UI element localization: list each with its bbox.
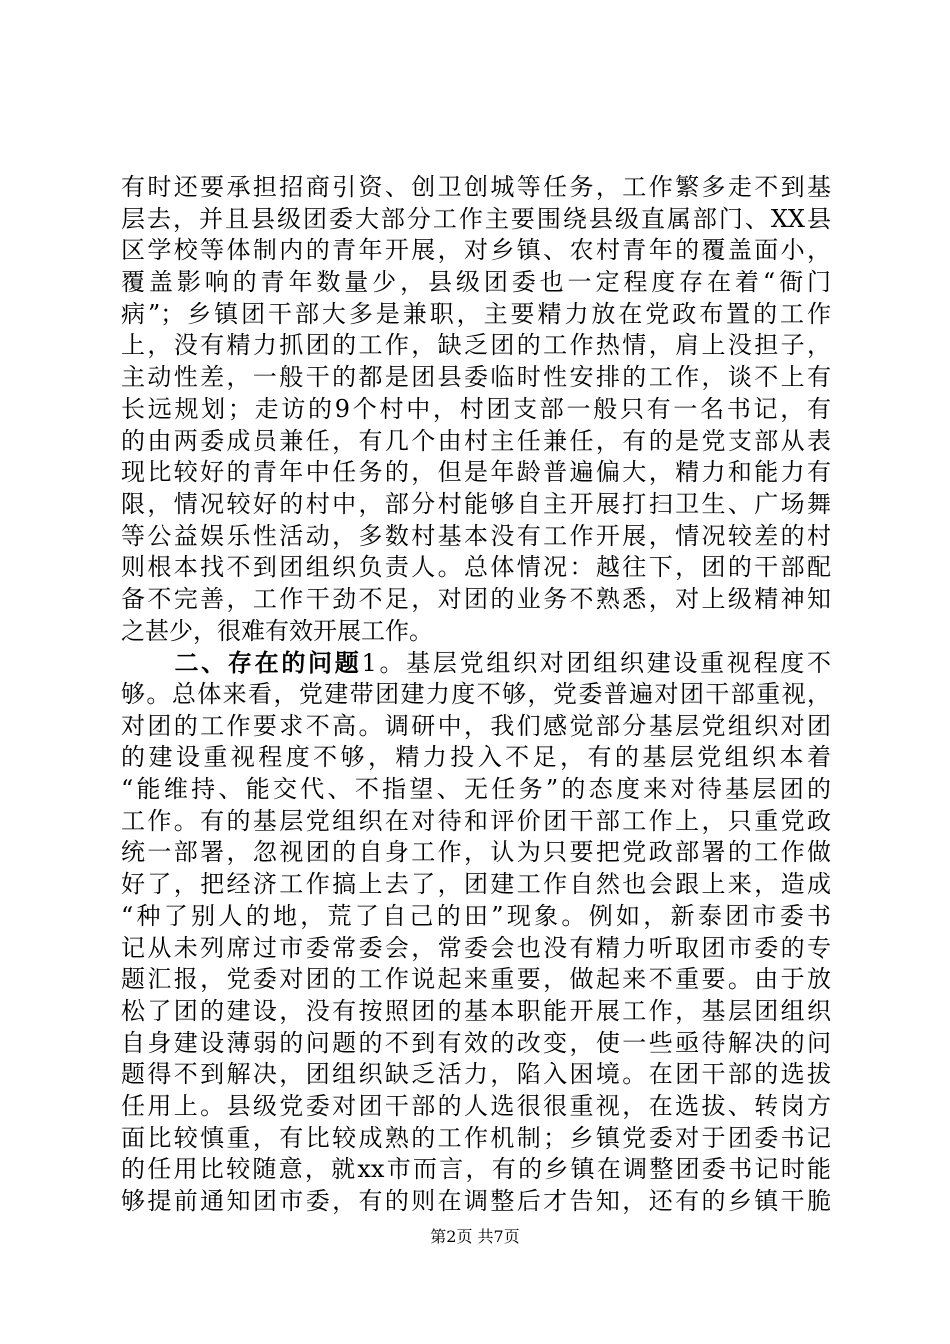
section-heading: 二、存在的问题: [174, 648, 362, 678]
paragraph-line: 题得不到解决，团组织缺乏活力，陷入困境。在团干部的选拔: [121, 1060, 831, 1089]
page-number: 第2页 共7页: [430, 1227, 520, 1246]
paragraph-line: 任用上。县级党委对团干部的人选很很重视，在选拔、转岗方: [121, 1091, 831, 1120]
paragraph-line: 则根本找不到团组织负责人。总体情况：越往下，团的干部配: [121, 553, 831, 582]
paragraph-line: 的由两委成员兼任，有几个由村主任兼任，有的是党支部从表: [121, 426, 831, 455]
paragraph-line: 病”；乡镇团干部大多是兼职，主要精力放在党政布置的工作: [121, 299, 831, 328]
paragraph-line: 松了团的建设，没有按照团的基本职能开展工作，基层团组织: [121, 996, 831, 1025]
paragraph-first-line: [121, 647, 831, 679]
paragraph-line: 题汇报，党委对团的工作说起来重要，做起来不重要。由于放: [121, 965, 831, 994]
paragraph-line: 自身建设薄弱的问题的不到有效的改变，使一些亟待解决的问: [121, 1028, 831, 1057]
document-body: [121, 172, 831, 1218]
paragraph-line: 工作。有的基层党组织在对待和评价团干部工作上，只重党政: [121, 806, 831, 835]
paragraph-line: 长远规划；走访的9个村中，村团支部一般只有一名书记，有: [121, 394, 831, 423]
paragraph-line: 等公益娱乐性活动，多数村基本没有工作开展，情况较差的村: [121, 521, 831, 550]
paragraph-line: 主动性差，一般干的都是团县委临时性安排的工作，谈不上有: [121, 363, 831, 392]
paragraph-line: 统一部署，忽视团的自身工作，认为只要把党政部署的工作做: [121, 838, 831, 867]
paragraph-line: 好了，把经济工作搞上去了，团建工作自然也会跟上来，造成: [121, 870, 831, 899]
paragraph-line: 之甚少，很难有效开展工作。: [121, 616, 433, 645]
paragraph-line: 对团的工作要求不高。调研中，我们感觉部分基层党组织对团: [121, 711, 831, 740]
paragraph-line: 面比较慎重，有比较成熟的工作机制；乡镇党委对于团委书记: [121, 1123, 831, 1152]
paragraph-line: 层去，并且县级团委大部分工作主要围绕县级直属部门、XX县: [121, 204, 831, 233]
paragraph-line: 现比较好的青年中任务的，但是年龄普遍偏大，精力和能力有: [121, 458, 831, 487]
paragraph-line: 上，没有精力抓团的工作，缺乏团的工作热情，肩上没担子，: [121, 331, 831, 360]
paragraph-line: 够。总体来看，党建带团建力度不够，党委普遍对团干部重视，: [121, 680, 831, 708]
paragraph-line: 覆盖影响的青年数量少，县级团委也一定程度存在着“衙门: [121, 268, 831, 297]
paragraph-line: 的任用比较随意，就xx市而言，有的乡镇在调整团委书记时能: [121, 1155, 831, 1184]
paragraph-line: 备不完善，工作干劲不足，对团的业务不熟悉，对上级精神知: [121, 584, 831, 613]
paragraph-line: 限，情况较好的村中，部分村能够自主开展打扫卫生、广场舞: [121, 489, 831, 518]
paragraph-line-rest: 1。基层党组织对团组织建设重视程度不: [361, 649, 832, 678]
paragraph-line: “能维持、能交代、不指望、无任务”的态度来对待基层团的: [121, 775, 831, 804]
paragraph-2: [121, 647, 831, 1217]
page-footer: [0, 1224, 950, 1247]
paragraph-1: [121, 172, 831, 647]
paragraph-line: 记从未列席过市委常委会，常委会也没有精力听取团市委的专: [121, 933, 831, 962]
paragraph-line: 区学校等体制内的青年开展，对乡镇、农村青年的覆盖面小，: [121, 236, 831, 265]
paragraph-line: 够提前通知团市委，有的则在调整后才告知，还有的乡镇干脆: [121, 1187, 831, 1215]
paragraph-line: 的建设重视程度不够，精力投入不足，有的基层党组织本着: [121, 743, 831, 772]
paragraph-line: “种了别人的地，荒了自己的田”现象。例如，新泰团市委书: [121, 901, 831, 930]
paragraph-line: 有时还要承担招商引资、创卫创城等任务，工作繁多走不到基: [121, 173, 831, 201]
